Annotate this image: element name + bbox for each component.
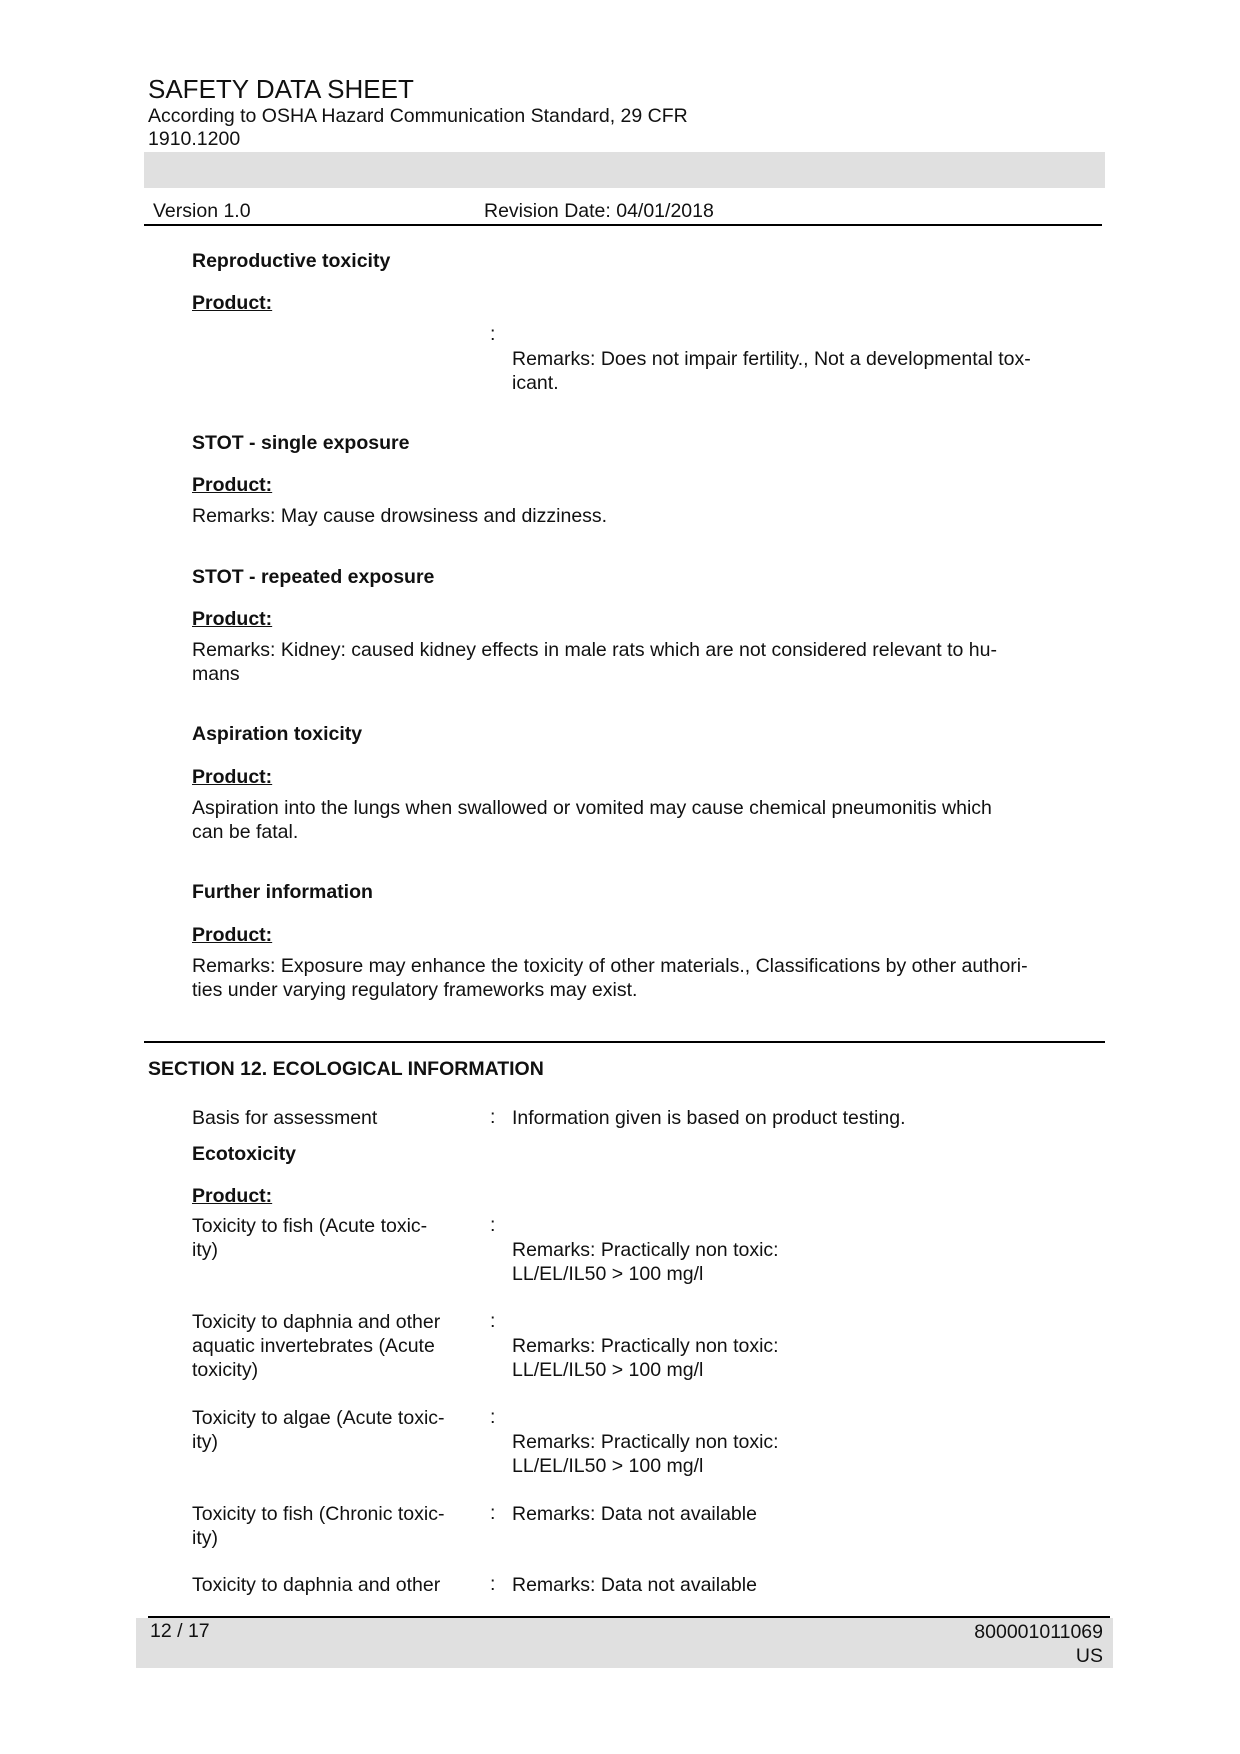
table-row-value: Remarks: Data not available [512, 1503, 757, 1525]
product-label: Product: [192, 292, 273, 314]
colon-separator: : [490, 323, 496, 345]
version-label: Version 1.0 [153, 200, 251, 222]
table-row-label [192, 1214, 462, 1262]
value-line: Remarks: Practically non toxic: [512, 1335, 779, 1357]
value-line: Remarks: Practically non toxic: [512, 1239, 779, 1261]
header-rule [144, 224, 1102, 226]
reproductive-toxicity-heading: Reproductive toxicity [192, 250, 391, 272]
value-line: LL/EL/IL50 > 100 mg/l [512, 1455, 704, 1477]
table-row-label: Toxicity to daphnia and other [192, 1574, 441, 1596]
remarks-line: Remarks: Exposure may enhance the toxicity of other materials., Classifications by other authori- [192, 955, 1028, 977]
table-row-value [512, 1430, 779, 1478]
page-number: 12 / 17 [150, 1620, 210, 1642]
colon-separator: : [490, 1573, 496, 1595]
table-row-value: Remarks: Data not available [512, 1574, 757, 1596]
basis-for-assessment-label: Basis for assessment [192, 1107, 378, 1129]
basis-for-assessment-value: Information given is based on product testing. [512, 1107, 906, 1129]
colon-separator: : [490, 1106, 496, 1128]
document-id [974, 1620, 1103, 1668]
footer-band [136, 1618, 1113, 1668]
aspiration-remarks [192, 796, 992, 844]
further-information-heading: Further information [192, 881, 373, 903]
label-line: toxicity) [192, 1359, 259, 1381]
value-line: LL/EL/IL50 > 100 mg/l [512, 1359, 704, 1381]
remarks-line: icant. [512, 372, 559, 394]
document-subtitle [148, 105, 768, 151]
remarks-line: Remarks: Kidney: caused kidney effects in male rats which are not considered relevant to hu- [192, 639, 997, 661]
section-12-heading: SECTION 12. ECOLOGICAL INFORMATION [148, 1058, 544, 1080]
revision-date: Revision Date: 04/01/2018 [484, 200, 714, 222]
region-code: US [1075, 1645, 1103, 1667]
label-line: ity) [192, 1239, 218, 1261]
remarks-line: mans [192, 663, 240, 685]
subtitle-line: According to OSHA Hazard Communication Standard, 29 CFR [148, 105, 688, 127]
footer-rule [148, 1616, 1110, 1618]
product-label: Product: [192, 924, 273, 946]
remarks-line: Remarks: Does not impair fertility., Not a developmental tox- [512, 348, 1031, 370]
value-line: Remarks: Practically non toxic: [512, 1431, 779, 1453]
colon-separator: : [490, 1214, 496, 1236]
stot-single-remarks: Remarks: May cause drowsiness and dizziness. [192, 505, 608, 527]
ecotoxicity-heading: Ecotoxicity [192, 1143, 297, 1165]
document-number: 800001011069 [974, 1621, 1103, 1643]
table-row-label [192, 1310, 462, 1382]
label-line: ity) [192, 1431, 218, 1453]
label-line: Toxicity to fish (Acute toxic- [192, 1215, 428, 1237]
subtitle-line: 1910.1200 [148, 128, 241, 150]
label-line: Toxicity to daphnia and other [192, 1311, 441, 1333]
value-line: LL/EL/IL50 > 100 mg/l [512, 1263, 704, 1285]
label-line: Toxicity to algae (Acute toxic- [192, 1407, 445, 1429]
colon-separator: : [490, 1310, 496, 1332]
remarks-line: ties under varying regulatory frameworks may exist. [192, 979, 638, 1001]
further-information-remarks [192, 954, 1028, 1002]
header-band [144, 152, 1105, 188]
section-rule [144, 1041, 1105, 1043]
colon-separator: : [490, 1502, 496, 1524]
product-label: Product: [192, 766, 273, 788]
table-row-label [192, 1502, 462, 1550]
reproductive-remarks [512, 347, 1031, 395]
table-row-label [192, 1406, 462, 1454]
product-label: Product: [192, 1185, 273, 1207]
document-title: SAFETY DATA SHEET [148, 74, 414, 104]
table-row-value [512, 1334, 779, 1382]
aspiration-toxicity-heading: Aspiration toxicity [192, 723, 363, 745]
remarks-line: Aspiration into the lungs when swallowed or vomited may cause chemical pneumonitis which [192, 797, 992, 819]
remarks-line: can be fatal. [192, 821, 299, 843]
label-line: Toxicity to fish (Chronic toxic- [192, 1503, 445, 1525]
stot-single-heading: STOT - single exposure [192, 432, 410, 454]
colon-separator: : [490, 1406, 496, 1428]
label-line: ity) [192, 1527, 218, 1549]
stot-repeated-remarks [192, 638, 997, 686]
label-line: aquatic invertebrates (Acute [192, 1335, 435, 1357]
product-label: Product: [192, 474, 273, 496]
product-label: Product: [192, 608, 273, 630]
stot-repeated-heading: STOT - repeated exposure [192, 566, 435, 588]
table-row-value [512, 1238, 779, 1286]
